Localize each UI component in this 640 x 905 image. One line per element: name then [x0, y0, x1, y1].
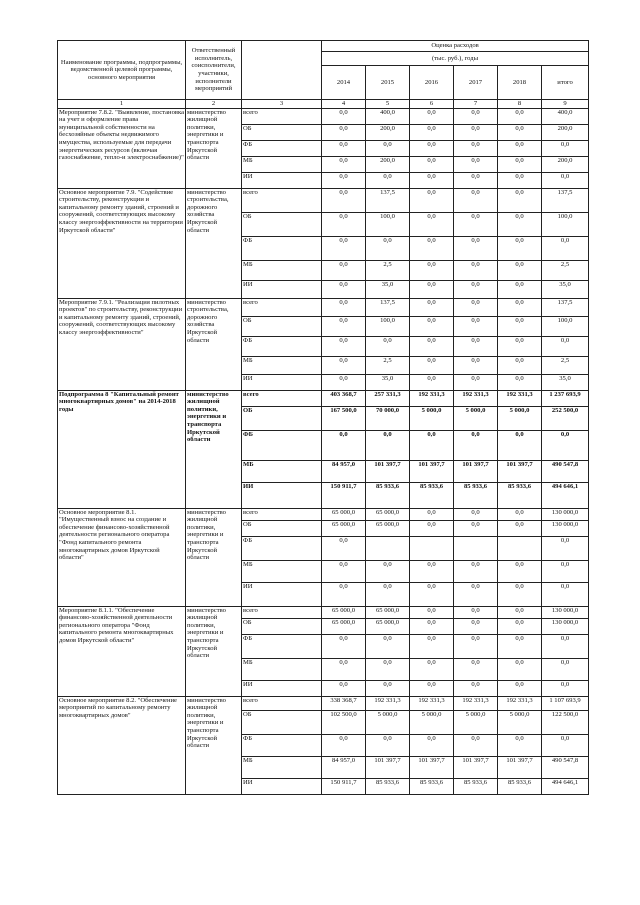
- funding-source-cell: ОБ: [242, 212, 322, 236]
- year-value-cell: 0,0: [322, 560, 366, 582]
- total-value-cell: 494 646,1: [542, 778, 589, 794]
- year-value-cell: 70 000,0: [366, 406, 410, 430]
- year-value-cell: 84 957,0: [322, 460, 366, 482]
- header-estimate-unit: (тыс. руб.), годы: [322, 52, 589, 66]
- year-value-cell: 85 933,6: [498, 778, 542, 794]
- year-value-cell: 192 331,3: [498, 390, 542, 406]
- year-value-cell: 0,0: [410, 156, 454, 172]
- year-value-cell: 0,0: [498, 374, 542, 390]
- total-value-cell: 0,0: [542, 582, 589, 606]
- year-value-cell: 0,0: [498, 298, 542, 316]
- header-estimate-title: Оценка расходов: [322, 41, 589, 52]
- year-value-cell: 84 957,0: [322, 756, 366, 778]
- total-value-cell: 137,5: [542, 188, 589, 212]
- year-value-cell: 150 911,7: [322, 778, 366, 794]
- year-value-cell: 101 397,7: [454, 460, 498, 482]
- year-value-cell: 0,0: [322, 634, 366, 658]
- year-value-cell: 0,0: [454, 634, 498, 658]
- total-value-cell: 0,0: [542, 560, 589, 582]
- year-value-cell: 0,0: [410, 634, 454, 658]
- program-name-cell: Основное мероприятие 7.9. "Содействие строительству, реконструкции и капитальному ремонту зданий, строений и сооружений, соответствующих высокому классу энергоэффективности на территории Иркутской области": [58, 188, 186, 298]
- header-year: 2015: [366, 66, 410, 100]
- year-value-cell: 0,0: [498, 356, 542, 374]
- year-value-cell: 100,0: [366, 212, 410, 236]
- year-value-cell: 0,0: [454, 260, 498, 280]
- program-name-cell: Подпрограмма 8 "Капитальный ремонт многоквартирных домов" на 2014-2018 годы: [58, 390, 186, 508]
- year-value-cell: 0,0: [322, 280, 366, 298]
- year-value-cell: 192 331,3: [366, 696, 410, 710]
- funding-source-cell: всего: [242, 606, 322, 618]
- year-value-cell: 192 331,3: [454, 696, 498, 710]
- year-value-cell: 0,0: [410, 508, 454, 520]
- year-value-cell: 35,0: [366, 374, 410, 390]
- year-value-cell: 65 000,0: [366, 606, 410, 618]
- year-value-cell: 0,0: [454, 236, 498, 260]
- year-value-cell: 192 331,3: [410, 390, 454, 406]
- funding-source-cell: ОБ: [242, 406, 322, 430]
- year-value-cell: 0,0: [498, 734, 542, 756]
- funding-source-cell: МБ: [242, 756, 322, 778]
- program-name-cell: Мероприятие 7.9.1. "Реализация пилотных проектов" по строительству, реконструкции и капитальному ремонту зданий, строений, сооружений, соответствующих высокому классу энергоэффективности": [58, 298, 186, 390]
- year-value-cell: 0,0: [454, 520, 498, 536]
- column-index: 1: [58, 100, 186, 109]
- year-value-cell: 0,0: [410, 260, 454, 280]
- year-value-cell: 0,0: [366, 658, 410, 680]
- year-value-cell: 35,0: [366, 280, 410, 298]
- year-value-cell: 101 397,7: [410, 756, 454, 778]
- year-value-cell: 0,0: [410, 430, 454, 460]
- table-body: [58, 108, 589, 794]
- year-value-cell: 101 397,7: [454, 756, 498, 778]
- column-index: 6: [410, 100, 454, 109]
- total-value-cell: 130 000,0: [542, 520, 589, 536]
- year-value-cell: 85 933,6: [410, 778, 454, 794]
- year-value-cell: 5 000,0: [498, 710, 542, 734]
- table-row: [58, 606, 589, 618]
- executor-cell: министерство строительства, дорожного хозяйства Иркутской области: [186, 188, 242, 298]
- year-value-cell: 0,0: [322, 236, 366, 260]
- year-value-cell: 0,0: [366, 430, 410, 460]
- header-executor-column: Ответственный исполнитель, соисполнители, участники, исполнители мероприятий: [186, 41, 242, 100]
- funding-source-cell: всего: [242, 298, 322, 316]
- year-value-cell: 0,0: [322, 658, 366, 680]
- funding-source-cell: ИИ: [242, 582, 322, 606]
- total-value-cell: 130 000,0: [542, 508, 589, 520]
- year-value-cell: 0,0: [498, 658, 542, 680]
- header-source-column: [242, 41, 322, 100]
- year-value-cell: 0,0: [454, 298, 498, 316]
- year-value-cell: 0,0: [498, 560, 542, 582]
- total-value-cell: 0,0: [542, 172, 589, 188]
- year-value-cell: 65 000,0: [366, 508, 410, 520]
- column-index: 2: [186, 100, 242, 109]
- year-value-cell: 0,0: [454, 140, 498, 156]
- total-value-cell: 1 237 693,9: [542, 390, 589, 406]
- total-value-cell: 2,5: [542, 356, 589, 374]
- funding-source-cell: ИИ: [242, 680, 322, 696]
- funding-source-cell: всего: [242, 108, 322, 124]
- total-value-cell: 130 000,0: [542, 618, 589, 634]
- funding-source-cell: ИИ: [242, 374, 322, 390]
- total-value-cell: 200,0: [542, 124, 589, 140]
- total-value-cell: 0,0: [542, 140, 589, 156]
- year-value-cell: 0,0: [454, 188, 498, 212]
- year-value-cell: 0,0: [410, 374, 454, 390]
- year-value-cell: 0,0: [322, 536, 366, 560]
- year-value-cell: 102 500,0: [322, 710, 366, 734]
- year-value-cell: 0,0: [454, 172, 498, 188]
- funding-source-cell: ИИ: [242, 172, 322, 188]
- year-value-cell: 101 397,7: [366, 756, 410, 778]
- year-value-cell: 0,0: [498, 508, 542, 520]
- year-value-cell: 0,0: [498, 212, 542, 236]
- year-value-cell: 0,0: [322, 374, 366, 390]
- year-value-cell: 0,0: [322, 336, 366, 356]
- year-value-cell: [366, 536, 410, 560]
- year-value-cell: [498, 536, 542, 560]
- year-value-cell: 0,0: [454, 316, 498, 336]
- year-value-cell: 85 933,6: [366, 482, 410, 508]
- year-value-cell: 0,0: [366, 734, 410, 756]
- year-value-cell: 0,0: [454, 336, 498, 356]
- total-value-cell: 0,0: [542, 236, 589, 260]
- year-value-cell: 0,0: [410, 316, 454, 336]
- funding-source-cell: ИИ: [242, 280, 322, 298]
- total-value-cell: 200,0: [542, 156, 589, 172]
- program-name-cell: Мероприятие 8.1.1. "Обеспечение финансово-хозяйственной деятельности регионального оператора "Фонд капитального ремонта многоквартирных домов Иркутской области": [58, 606, 186, 696]
- total-value-cell: 400,0: [542, 108, 589, 124]
- year-value-cell: 0,0: [322, 172, 366, 188]
- total-value-cell: 35,0: [542, 280, 589, 298]
- year-value-cell: 101 397,7: [498, 460, 542, 482]
- year-value-cell: 0,0: [410, 124, 454, 140]
- year-value-cell: 192 331,3: [498, 696, 542, 710]
- year-value-cell: 0,0: [322, 124, 366, 140]
- executor-cell: министерство жилищной политики, энергетики и транспорта Иркутской области: [186, 390, 242, 508]
- total-value-cell: 130 000,0: [542, 606, 589, 618]
- year-value-cell: 0,0: [498, 156, 542, 172]
- year-value-cell: 0,0: [454, 680, 498, 696]
- program-name-cell: Основное мероприятие 8.1. "Имущественный взнос на создание и обеспечение финансово-хозяйственной деятельности регионального оператора "Фонд капитального ремонта многоквартирных домов Иркутской области": [58, 508, 186, 606]
- year-value-cell: 0,0: [366, 336, 410, 356]
- funding-source-cell: МБ: [242, 156, 322, 172]
- year-value-cell: 0,0: [410, 618, 454, 634]
- year-value-cell: 0,0: [410, 108, 454, 124]
- funding-source-cell: МБ: [242, 560, 322, 582]
- funding-source-cell: ФБ: [242, 336, 322, 356]
- year-value-cell: 0,0: [366, 236, 410, 260]
- year-value-cell: 101 397,7: [410, 460, 454, 482]
- year-value-cell: 85 933,6: [366, 778, 410, 794]
- year-value-cell: 100,0: [366, 316, 410, 336]
- header-year: 2017: [454, 66, 498, 100]
- year-value-cell: 5 000,0: [454, 406, 498, 430]
- year-value-cell: 0,0: [410, 734, 454, 756]
- year-value-cell: 0,0: [454, 658, 498, 680]
- year-value-cell: 0,0: [366, 680, 410, 696]
- year-value-cell: 5 000,0: [410, 406, 454, 430]
- program-name-cell: Основное мероприятие 8.2. "Обеспечение мероприятий по капитальному ремонту многоквартирных домов": [58, 696, 186, 794]
- year-value-cell: 200,0: [366, 124, 410, 140]
- year-value-cell: 0,0: [454, 212, 498, 236]
- year-value-cell: 0,0: [322, 734, 366, 756]
- year-value-cell: 0,0: [454, 108, 498, 124]
- year-value-cell: 0,0: [322, 140, 366, 156]
- total-value-cell: 0,0: [542, 336, 589, 356]
- total-value-cell: 0,0: [542, 680, 589, 696]
- executor-cell: министерство жилищной политики, энергетики и транспорта Иркутской области: [186, 606, 242, 696]
- funding-source-cell: ИИ: [242, 778, 322, 794]
- year-value-cell: 0,0: [410, 356, 454, 374]
- year-value-cell: 65 000,0: [322, 606, 366, 618]
- year-value-cell: 0,0: [454, 508, 498, 520]
- year-value-cell: 0,0: [366, 172, 410, 188]
- executor-cell: министерство строительства, дорожного хозяйства Иркутской области: [186, 298, 242, 390]
- year-value-cell: 65 000,0: [322, 508, 366, 520]
- year-value-cell: 0,0: [410, 680, 454, 696]
- year-value-cell: 65 000,0: [322, 618, 366, 634]
- year-value-cell: 0,0: [322, 188, 366, 212]
- year-value-cell: 150 911,7: [322, 482, 366, 508]
- budget-table: [57, 40, 589, 795]
- executor-cell: министерство жилищной политики, энергетики и транспорта Иркутской области: [186, 696, 242, 794]
- year-value-cell: 0,0: [410, 336, 454, 356]
- funding-source-cell: ФБ: [242, 634, 322, 658]
- year-value-cell: 0,0: [498, 680, 542, 696]
- total-value-cell: 0,0: [542, 430, 589, 460]
- year-value-cell: 2,5: [366, 356, 410, 374]
- year-value-cell: 137,5: [366, 298, 410, 316]
- total-value-cell: 494 646,1: [542, 482, 589, 508]
- year-value-cell: 0,0: [410, 172, 454, 188]
- year-value-cell: 0,0: [498, 108, 542, 124]
- year-value-cell: 0,0: [454, 582, 498, 606]
- funding-source-cell: ФБ: [242, 430, 322, 460]
- year-value-cell: 0,0: [322, 356, 366, 374]
- table-row: [58, 188, 589, 212]
- year-value-cell: [410, 536, 454, 560]
- funding-source-cell: всего: [242, 188, 322, 212]
- total-value-cell: 0,0: [542, 658, 589, 680]
- year-value-cell: 400,0: [366, 108, 410, 124]
- funding-source-cell: ФБ: [242, 734, 322, 756]
- table-row: [58, 696, 589, 710]
- funding-source-cell: ФБ: [242, 536, 322, 560]
- year-value-cell: 0,0: [322, 260, 366, 280]
- year-value-cell: 0,0: [366, 140, 410, 156]
- header-year: 2014: [322, 66, 366, 100]
- column-index: 7: [454, 100, 498, 109]
- year-value-cell: 0,0: [454, 280, 498, 298]
- header-year-total: итого: [542, 66, 589, 100]
- year-value-cell: 0,0: [322, 582, 366, 606]
- executor-cell: министерство жилищной политики, энергетики и транспорта Иркутской области: [186, 508, 242, 606]
- year-value-cell: 0,0: [454, 430, 498, 460]
- total-value-cell: 100,0: [542, 212, 589, 236]
- total-value-cell: 0,0: [542, 734, 589, 756]
- table-row: [58, 390, 589, 406]
- funding-source-cell: ОБ: [242, 710, 322, 734]
- total-value-cell: 490 547,8: [542, 756, 589, 778]
- year-value-cell: 137,5: [366, 188, 410, 212]
- year-value-cell: 167 500,0: [322, 406, 366, 430]
- year-value-cell: 0,0: [498, 336, 542, 356]
- funding-source-cell: ОБ: [242, 618, 322, 634]
- year-value-cell: 0,0: [454, 734, 498, 756]
- year-value-cell: 85 933,6: [498, 482, 542, 508]
- year-value-cell: 85 933,6: [454, 778, 498, 794]
- year-value-cell: [454, 536, 498, 560]
- year-value-cell: 0,0: [498, 582, 542, 606]
- year-value-cell: 85 933,6: [410, 482, 454, 508]
- header-year: 2018: [498, 66, 542, 100]
- year-value-cell: 0,0: [322, 298, 366, 316]
- year-value-cell: 0,0: [410, 236, 454, 260]
- year-value-cell: 338 368,7: [322, 696, 366, 710]
- year-value-cell: 5 000,0: [410, 710, 454, 734]
- year-value-cell: 5 000,0: [498, 406, 542, 430]
- year-value-cell: 0,0: [410, 188, 454, 212]
- header-year: 2016: [410, 66, 454, 100]
- funding-source-cell: всего: [242, 390, 322, 406]
- funding-source-cell: ОБ: [242, 124, 322, 140]
- column-index-row: [58, 100, 589, 109]
- total-value-cell: 137,5: [542, 298, 589, 316]
- table-row: [58, 508, 589, 520]
- funding-source-cell: МБ: [242, 356, 322, 374]
- year-value-cell: 0,0: [498, 140, 542, 156]
- year-value-cell: 65 000,0: [366, 618, 410, 634]
- column-index: 4: [322, 100, 366, 109]
- year-value-cell: 5 000,0: [454, 710, 498, 734]
- year-value-cell: 65 000,0: [322, 520, 366, 536]
- total-value-cell: 100,0: [542, 316, 589, 336]
- year-value-cell: 0,0: [498, 280, 542, 298]
- funding-source-cell: всего: [242, 696, 322, 710]
- column-index: 3: [242, 100, 322, 109]
- total-value-cell: 35,0: [542, 374, 589, 390]
- column-index: 5: [366, 100, 410, 109]
- year-value-cell: 0,0: [498, 606, 542, 618]
- table-row: [58, 108, 589, 124]
- funding-source-cell: МБ: [242, 460, 322, 482]
- year-value-cell: 0,0: [498, 236, 542, 260]
- funding-source-cell: МБ: [242, 658, 322, 680]
- year-value-cell: 0,0: [454, 124, 498, 140]
- year-value-cell: 0,0: [410, 520, 454, 536]
- year-value-cell: 0,0: [410, 560, 454, 582]
- funding-source-cell: ФБ: [242, 140, 322, 156]
- year-value-cell: 5 000,0: [366, 710, 410, 734]
- year-value-cell: 403 368,7: [322, 390, 366, 406]
- year-value-cell: 0,0: [410, 658, 454, 680]
- total-value-cell: 0,0: [542, 634, 589, 658]
- year-value-cell: 0,0: [410, 140, 454, 156]
- year-value-cell: 0,0: [498, 634, 542, 658]
- executor-cell: министерство жилищной политики, энергетики и транспорта Иркутской области: [186, 108, 242, 188]
- year-value-cell: 0,0: [410, 280, 454, 298]
- year-value-cell: 101 397,7: [366, 460, 410, 482]
- year-value-cell: 0,0: [454, 618, 498, 634]
- funding-source-cell: МБ: [242, 260, 322, 280]
- program-name-cell: Мероприятие 7.8.2. "Выявление, постановка на учет и оформление права муниципальной собственности на бесхозяйные объекты недвижимого имущества, используемые для передачи энергетических ресурсов (включая газоснабжение, тепло-и электроснабжение)": [58, 108, 186, 188]
- funding-source-cell: ОБ: [242, 316, 322, 336]
- year-value-cell: 0,0: [454, 606, 498, 618]
- year-value-cell: 2,5: [366, 260, 410, 280]
- year-value-cell: 0,0: [410, 606, 454, 618]
- year-value-cell: 192 331,3: [410, 696, 454, 710]
- year-value-cell: 192 331,3: [454, 390, 498, 406]
- year-value-cell: 0,0: [322, 156, 366, 172]
- table-header: [58, 41, 589, 109]
- column-index: 9: [542, 100, 589, 109]
- total-value-cell: 2,5: [542, 260, 589, 280]
- year-value-cell: 0,0: [498, 618, 542, 634]
- year-value-cell: 0,0: [366, 560, 410, 582]
- year-value-cell: 0,0: [498, 124, 542, 140]
- year-value-cell: 0,0: [454, 356, 498, 374]
- table-row: [58, 298, 589, 316]
- year-value-cell: 0,0: [322, 108, 366, 124]
- year-value-cell: 85 933,6: [454, 482, 498, 508]
- year-value-cell: 0,0: [498, 188, 542, 212]
- year-value-cell: 0,0: [322, 316, 366, 336]
- year-value-cell: 0,0: [410, 298, 454, 316]
- total-value-cell: 0,0: [542, 536, 589, 560]
- year-value-cell: 0,0: [498, 260, 542, 280]
- year-value-cell: 0,0: [498, 520, 542, 536]
- year-value-cell: 0,0: [498, 172, 542, 188]
- year-value-cell: 0,0: [366, 634, 410, 658]
- funding-source-cell: ИИ: [242, 482, 322, 508]
- year-value-cell: 0,0: [454, 560, 498, 582]
- total-value-cell: 1 107 693,9: [542, 696, 589, 710]
- funding-source-cell: ОБ: [242, 520, 322, 536]
- total-value-cell: 490 547,8: [542, 460, 589, 482]
- year-value-cell: 0,0: [322, 212, 366, 236]
- year-value-cell: 101 397,7: [498, 756, 542, 778]
- year-value-cell: 0,0: [454, 156, 498, 172]
- total-value-cell: 252 500,0: [542, 406, 589, 430]
- total-value-cell: 122 500,0: [542, 710, 589, 734]
- year-value-cell: 0,0: [498, 430, 542, 460]
- year-value-cell: 200,0: [366, 156, 410, 172]
- year-value-cell: 257 331,3: [366, 390, 410, 406]
- year-value-cell: 0,0: [410, 212, 454, 236]
- year-value-cell: 65 000,0: [366, 520, 410, 536]
- header-name-column: Наименование программы, подпрограммы, ведомственной целевой программы, основного мероприятия: [58, 41, 186, 100]
- funding-source-cell: ФБ: [242, 236, 322, 260]
- year-value-cell: 0,0: [498, 316, 542, 336]
- year-value-cell: 0,0: [410, 582, 454, 606]
- year-value-cell: 0,0: [322, 680, 366, 696]
- funding-source-cell: всего: [242, 508, 322, 520]
- column-index: 8: [498, 100, 542, 109]
- year-value-cell: 0,0: [366, 582, 410, 606]
- year-value-cell: 0,0: [322, 430, 366, 460]
- year-value-cell: 0,0: [454, 374, 498, 390]
